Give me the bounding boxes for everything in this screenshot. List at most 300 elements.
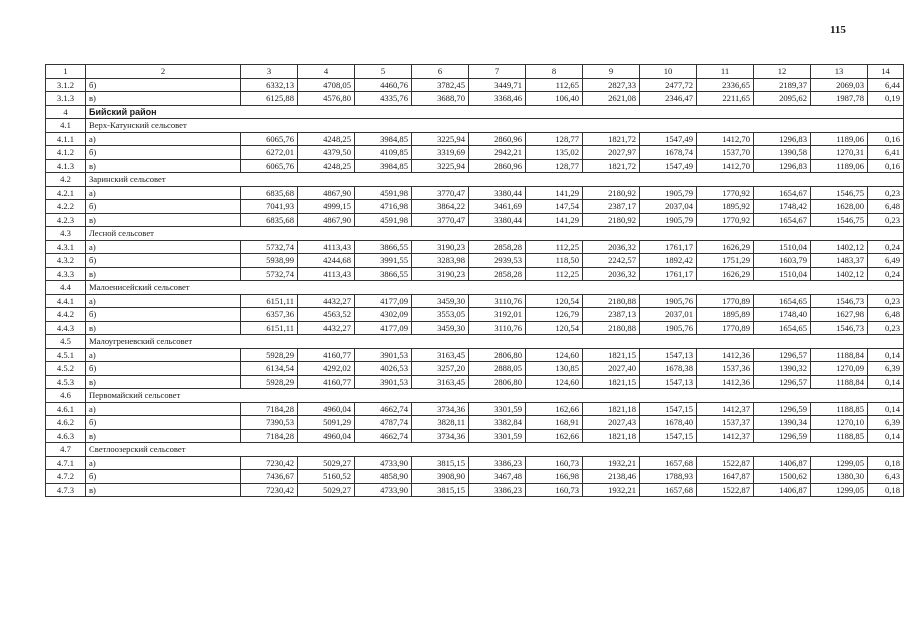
table-cell: 1500,62 xyxy=(754,470,811,484)
table-cell: 147,54 xyxy=(526,200,583,214)
table-cell: 1654,65 xyxy=(754,294,811,308)
table-cell: 2387,13 xyxy=(583,308,640,322)
table-row xyxy=(46,132,904,146)
table-row xyxy=(46,146,904,160)
table-cell: 4867,90 xyxy=(298,213,355,227)
group-title: Светлоозерский сельсовет xyxy=(86,443,904,457)
row-label: б) xyxy=(86,470,241,484)
row-code: 4.4 xyxy=(46,281,86,295)
row-code: 4.5 xyxy=(46,335,86,349)
table-cell: 1537,70 xyxy=(697,146,754,160)
table-cell: 3815,15 xyxy=(412,456,469,470)
table-cell: 3110,76 xyxy=(469,321,526,335)
column-header: 11 xyxy=(697,65,754,79)
column-header: 5 xyxy=(355,65,412,79)
group-title: Малоугреневский сельсовет xyxy=(86,335,904,349)
row-code: 4.1 xyxy=(46,119,86,133)
tariff-table xyxy=(45,64,904,497)
table-cell: 2621,08 xyxy=(583,92,640,106)
table-cell: 2942,21 xyxy=(469,146,526,160)
row-code: 4.2.2 xyxy=(46,200,86,214)
table-cell: 1821,72 xyxy=(583,132,640,146)
table-cell: 7230,42 xyxy=(241,483,298,497)
group-row xyxy=(46,173,904,187)
table-cell: 1892,42 xyxy=(640,254,697,268)
table-cell: 3459,30 xyxy=(412,294,469,308)
table-cell: 1546,73 xyxy=(811,321,868,335)
row-code: 4.6 xyxy=(46,389,86,403)
table-cell: 1626,29 xyxy=(697,267,754,281)
column-header: 9 xyxy=(583,65,640,79)
row-code: 4.1.1 xyxy=(46,132,86,146)
column-header: 12 xyxy=(754,65,811,79)
table-cell: 3984,85 xyxy=(355,132,412,146)
table-cell: 4708,05 xyxy=(298,78,355,92)
row-label: б) xyxy=(86,308,241,322)
table-cell: 112,25 xyxy=(526,267,583,281)
table-cell: 1189,06 xyxy=(811,159,868,173)
table-cell: 2860,96 xyxy=(469,132,526,146)
table-cell: 6,49 xyxy=(868,254,904,268)
table-cell: 4160,77 xyxy=(298,348,355,362)
row-code: 4.1.2 xyxy=(46,146,86,160)
table-cell: 6065,76 xyxy=(241,159,298,173)
table-cell: 120,54 xyxy=(526,294,583,308)
table-cell: 6357,36 xyxy=(241,308,298,322)
table-cell: 0,16 xyxy=(868,132,904,146)
table-cell: 4335,76 xyxy=(355,92,412,106)
table-cell: 1647,87 xyxy=(697,470,754,484)
table-row xyxy=(46,362,904,376)
page-number: 115 xyxy=(830,24,846,36)
column-header: 6 xyxy=(412,65,469,79)
table-cell: 3110,76 xyxy=(469,294,526,308)
table-cell: 4432,27 xyxy=(298,294,355,308)
table-cell: 1748,40 xyxy=(754,308,811,322)
table-cell: 1547,49 xyxy=(640,159,697,173)
table-cell: 1547,13 xyxy=(640,348,697,362)
table-cell: 162,66 xyxy=(526,429,583,443)
table-cell: 1402,12 xyxy=(811,240,868,254)
table-cell: 3901,53 xyxy=(355,375,412,389)
table-cell: 124,60 xyxy=(526,375,583,389)
table-cell: 3984,85 xyxy=(355,159,412,173)
table-cell: 2027,40 xyxy=(583,362,640,376)
table-cell: 1510,04 xyxy=(754,240,811,254)
table-row xyxy=(46,92,904,106)
table-cell: 0,23 xyxy=(868,321,904,335)
table-cell: 0,19 xyxy=(868,92,904,106)
table-cell: 4858,90 xyxy=(355,470,412,484)
table-cell: 3688,70 xyxy=(412,92,469,106)
table-cell: 2069,03 xyxy=(811,78,868,92)
table-cell: 2027,43 xyxy=(583,416,640,430)
row-label: в) xyxy=(86,159,241,173)
table-cell: 1895,92 xyxy=(697,200,754,214)
column-header: 8 xyxy=(526,65,583,79)
group-row xyxy=(46,335,904,349)
table-cell: 3459,30 xyxy=(412,321,469,335)
table-cell: 0,14 xyxy=(868,429,904,443)
row-code: 4.6.1 xyxy=(46,402,86,416)
table-cell: 1654,65 xyxy=(754,321,811,335)
row-code: 4.6.2 xyxy=(46,416,86,430)
table-cell: 1821,18 xyxy=(583,429,640,443)
table-row xyxy=(46,470,904,484)
table-cell: 6065,76 xyxy=(241,132,298,146)
table-cell: 1412,37 xyxy=(697,402,754,416)
row-code: 4.2.1 xyxy=(46,186,86,200)
row-code: 4.5.2 xyxy=(46,362,86,376)
table-cell: 0,14 xyxy=(868,375,904,389)
table-cell: 1821,18 xyxy=(583,402,640,416)
table-cell: 4591,98 xyxy=(355,213,412,227)
table-cell: 3380,44 xyxy=(469,213,526,227)
table-cell: 168,91 xyxy=(526,416,583,430)
row-label: в) xyxy=(86,429,241,443)
table-cell: 3828,11 xyxy=(412,416,469,430)
table-cell: 0,23 xyxy=(868,186,904,200)
table-cell: 160,73 xyxy=(526,483,583,497)
group-title: Лесной сельсовет xyxy=(86,227,904,241)
table-cell: 1628,00 xyxy=(811,200,868,214)
table-cell: 4733,90 xyxy=(355,456,412,470)
table-row xyxy=(46,213,904,227)
table-row xyxy=(46,78,904,92)
section-title: Бийский район xyxy=(86,105,904,119)
table-cell: 1546,75 xyxy=(811,186,868,200)
table-cell: 3163,45 xyxy=(412,348,469,362)
row-label: б) xyxy=(86,78,241,92)
table-cell: 0,16 xyxy=(868,159,904,173)
group-title: Малоенисейский сельсовет xyxy=(86,281,904,295)
table-cell: 3319,69 xyxy=(412,146,469,160)
table-cell: 3386,23 xyxy=(469,456,526,470)
table-cell: 2242,57 xyxy=(583,254,640,268)
table-cell: 1390,58 xyxy=(754,146,811,160)
table-cell: 0,24 xyxy=(868,240,904,254)
table-cell: 3301,59 xyxy=(469,402,526,416)
table-cell: 2858,28 xyxy=(469,267,526,281)
table-cell: 1678,38 xyxy=(640,362,697,376)
table-cell: 7230,42 xyxy=(241,456,298,470)
table-cell: 3192,01 xyxy=(469,308,526,322)
row-label: а) xyxy=(86,348,241,362)
table-cell: 6,39 xyxy=(868,362,904,376)
table-cell: 2806,80 xyxy=(469,375,526,389)
group-title: Верх-Катунский сельсовет xyxy=(86,119,904,133)
table-cell: 1270,09 xyxy=(811,362,868,376)
table-cell: 1412,70 xyxy=(697,159,754,173)
column-header: 2 xyxy=(86,65,241,79)
row-code: 4.7.2 xyxy=(46,470,86,484)
table-cell: 120,54 xyxy=(526,321,583,335)
row-label: а) xyxy=(86,402,241,416)
table-row xyxy=(46,186,904,200)
table-row xyxy=(46,294,904,308)
table-cell: 4113,43 xyxy=(298,240,355,254)
table-cell: 1483,37 xyxy=(811,254,868,268)
table-cell: 3864,22 xyxy=(412,200,469,214)
table-cell: 6134,54 xyxy=(241,362,298,376)
table-cell: 3901,53 xyxy=(355,348,412,362)
table-cell: 126,79 xyxy=(526,308,583,322)
table-cell: 4160,77 xyxy=(298,375,355,389)
table-cell: 3380,44 xyxy=(469,186,526,200)
table-cell: 1406,87 xyxy=(754,483,811,497)
table-cell: 2336,65 xyxy=(697,78,754,92)
table-cell: 130,85 xyxy=(526,362,583,376)
table-cell: 4379,50 xyxy=(298,146,355,160)
table-cell: 2346,47 xyxy=(640,92,697,106)
table-cell: 1390,34 xyxy=(754,416,811,430)
table-row xyxy=(46,456,904,470)
table-cell: 3770,47 xyxy=(412,186,469,200)
group-title: Первомайский сельсовет xyxy=(86,389,904,403)
table-cell: 2888,05 xyxy=(469,362,526,376)
table-cell: 3257,20 xyxy=(412,362,469,376)
table-cell: 6151,11 xyxy=(241,321,298,335)
table-cell: 1770,89 xyxy=(697,294,754,308)
table-cell: 4733,90 xyxy=(355,483,412,497)
table-row xyxy=(46,348,904,362)
table-cell: 1296,57 xyxy=(754,375,811,389)
table-cell: 1751,29 xyxy=(697,254,754,268)
table-cell: 1188,85 xyxy=(811,402,868,416)
table-cell: 6,48 xyxy=(868,308,904,322)
table-cell: 1895,89 xyxy=(697,308,754,322)
table-cell: 2939,53 xyxy=(469,254,526,268)
column-header: 4 xyxy=(298,65,355,79)
table-cell: 3449,71 xyxy=(469,78,526,92)
column-header: 3 xyxy=(241,65,298,79)
table-cell: 1188,84 xyxy=(811,348,868,362)
table-row xyxy=(46,308,904,322)
table-cell: 2095,62 xyxy=(754,92,811,106)
table-cell: 112,65 xyxy=(526,78,583,92)
group-title: Заринский сельсовет xyxy=(86,173,904,187)
table-cell: 6,43 xyxy=(868,470,904,484)
table-cell: 3553,05 xyxy=(412,308,469,322)
row-label: в) xyxy=(86,92,241,106)
group-row xyxy=(46,227,904,241)
table-cell: 1821,15 xyxy=(583,375,640,389)
row-code: 4.7.3 xyxy=(46,483,86,497)
table-cell: 3866,55 xyxy=(355,240,412,254)
table-cell: 3190,23 xyxy=(412,240,469,254)
table-cell: 112,25 xyxy=(526,240,583,254)
table-row xyxy=(46,254,904,268)
table-cell: 0,23 xyxy=(868,294,904,308)
table-cell: 1522,87 xyxy=(697,483,754,497)
row-label: а) xyxy=(86,132,241,146)
table-cell: 2036,32 xyxy=(583,240,640,254)
table-cell: 4177,09 xyxy=(355,321,412,335)
table-cell: 2180,92 xyxy=(583,213,640,227)
column-header: 14 xyxy=(868,65,904,79)
table-row xyxy=(46,240,904,254)
table-cell: 1412,36 xyxy=(697,348,754,362)
table-cell: 1270,10 xyxy=(811,416,868,430)
table-cell: 3991,55 xyxy=(355,254,412,268)
row-code: 4.5.3 xyxy=(46,375,86,389)
group-row xyxy=(46,443,904,457)
table-cell: 1299,05 xyxy=(811,483,868,497)
row-label: а) xyxy=(86,186,241,200)
table-cell: 0,14 xyxy=(868,402,904,416)
table-cell: 1678,74 xyxy=(640,146,697,160)
table-cell: 6,48 xyxy=(868,200,904,214)
group-row xyxy=(46,389,904,403)
table-cell: 1547,15 xyxy=(640,402,697,416)
table-cell: 141,29 xyxy=(526,213,583,227)
table-cell: 1905,76 xyxy=(640,321,697,335)
table-cell: 0,23 xyxy=(868,213,904,227)
row-code: 4.4.2 xyxy=(46,308,86,322)
table-cell: 162,66 xyxy=(526,402,583,416)
table-cell: 2387,17 xyxy=(583,200,640,214)
table-cell: 6272,01 xyxy=(241,146,298,160)
table-cell: 6151,11 xyxy=(241,294,298,308)
row-label: а) xyxy=(86,456,241,470)
table-cell: 4716,98 xyxy=(355,200,412,214)
table-cell: 1770,92 xyxy=(697,186,754,200)
table-cell: 5029,27 xyxy=(298,456,355,470)
table-cell: 4292,02 xyxy=(298,362,355,376)
table-cell: 1380,30 xyxy=(811,470,868,484)
table-cell: 1547,15 xyxy=(640,429,697,443)
row-label: в) xyxy=(86,213,241,227)
table-cell: 5928,29 xyxy=(241,375,298,389)
table-cell: 3163,45 xyxy=(412,375,469,389)
table-cell: 3301,59 xyxy=(469,429,526,443)
row-code: 4.2.3 xyxy=(46,213,86,227)
table-cell: 5029,27 xyxy=(298,483,355,497)
table-cell: 2180,88 xyxy=(583,321,640,335)
table-cell: 1770,92 xyxy=(697,213,754,227)
table-cell: 1654,67 xyxy=(754,213,811,227)
table-cell: 4576,80 xyxy=(298,92,355,106)
table-row xyxy=(46,200,904,214)
table-cell: 0,18 xyxy=(868,456,904,470)
table-cell: 6835,68 xyxy=(241,213,298,227)
table-cell: 1296,83 xyxy=(754,159,811,173)
row-code: 4.4.1 xyxy=(46,294,86,308)
table-cell: 3908,90 xyxy=(412,470,469,484)
table-cell: 3382,84 xyxy=(469,416,526,430)
row-code: 4 xyxy=(46,105,86,119)
table-cell: 1537,36 xyxy=(697,362,754,376)
table-cell: 2477,72 xyxy=(640,78,697,92)
row-code: 4.3.3 xyxy=(46,267,86,281)
group-row xyxy=(46,281,904,295)
table-cell: 1987,78 xyxy=(811,92,868,106)
row-label: в) xyxy=(86,375,241,389)
table-cell: 3770,47 xyxy=(412,213,469,227)
table-cell: 6,41 xyxy=(868,146,904,160)
table-cell: 1932,21 xyxy=(583,456,640,470)
row-code: 4.7.1 xyxy=(46,456,86,470)
table-cell: 1296,59 xyxy=(754,429,811,443)
table-cell: 1402,12 xyxy=(811,267,868,281)
table-cell: 3190,23 xyxy=(412,267,469,281)
column-header: 1 xyxy=(46,65,86,79)
table-cell: 1761,17 xyxy=(640,240,697,254)
table-cell: 0,14 xyxy=(868,348,904,362)
table-cell: 2827,33 xyxy=(583,78,640,92)
table-cell: 1299,05 xyxy=(811,456,868,470)
table-cell: 1821,72 xyxy=(583,159,640,173)
row-code: 4.4.3 xyxy=(46,321,86,335)
table-cell: 1412,70 xyxy=(697,132,754,146)
table-cell: 128,77 xyxy=(526,159,583,173)
table-cell: 3734,36 xyxy=(412,402,469,416)
table-cell: 4248,25 xyxy=(298,159,355,173)
group-row xyxy=(46,119,904,133)
table-cell: 3866,55 xyxy=(355,267,412,281)
table-cell: 5928,29 xyxy=(241,348,298,362)
table-row xyxy=(46,267,904,281)
table-cell: 3467,48 xyxy=(469,470,526,484)
row-code: 4.7 xyxy=(46,443,86,457)
table-cell: 5160,52 xyxy=(298,470,355,484)
table-row xyxy=(46,159,904,173)
table-cell: 2806,80 xyxy=(469,348,526,362)
row-code: 4.3.2 xyxy=(46,254,86,268)
row-code: 4.3 xyxy=(46,227,86,241)
row-code: 3.1.3 xyxy=(46,92,86,106)
table-cell: 4113,43 xyxy=(298,267,355,281)
row-code: 4.5.1 xyxy=(46,348,86,362)
table-cell: 0,18 xyxy=(868,483,904,497)
table-cell: 1412,36 xyxy=(697,375,754,389)
table-cell: 3815,15 xyxy=(412,483,469,497)
table-cell: 1547,49 xyxy=(640,132,697,146)
table-cell: 1547,13 xyxy=(640,375,697,389)
table-cell: 1546,75 xyxy=(811,213,868,227)
table-cell: 1654,67 xyxy=(754,186,811,200)
table-cell: 4662,74 xyxy=(355,429,412,443)
table-cell: 5091,29 xyxy=(298,416,355,430)
table-cell: 1390,32 xyxy=(754,362,811,376)
table-cell: 4787,74 xyxy=(355,416,412,430)
row-code: 3.1.2 xyxy=(46,78,86,92)
row-label: в) xyxy=(86,267,241,281)
table-cell: 2037,01 xyxy=(640,308,697,322)
table-cell: 1905,76 xyxy=(640,294,697,308)
row-label: б) xyxy=(86,200,241,214)
table-cell: 4960,04 xyxy=(298,429,355,443)
table-cell: 5732,74 xyxy=(241,267,298,281)
table-cell: 5732,74 xyxy=(241,240,298,254)
table-row xyxy=(46,483,904,497)
table-cell: 1270,31 xyxy=(811,146,868,160)
table-cell: 2036,32 xyxy=(583,267,640,281)
table-cell: 7390,53 xyxy=(241,416,298,430)
table-body xyxy=(46,65,904,497)
table-cell: 1603,79 xyxy=(754,254,811,268)
table-row xyxy=(46,416,904,430)
table-cell: 4026,53 xyxy=(355,362,412,376)
table-cell: 1905,79 xyxy=(640,186,697,200)
table-row xyxy=(46,402,904,416)
table-row xyxy=(46,429,904,443)
table-cell: 1627,98 xyxy=(811,308,868,322)
table-cell: 1770,89 xyxy=(697,321,754,335)
table-cell: 4244,68 xyxy=(298,254,355,268)
table-cell: 2027,97 xyxy=(583,146,640,160)
table-cell: 1546,73 xyxy=(811,294,868,308)
